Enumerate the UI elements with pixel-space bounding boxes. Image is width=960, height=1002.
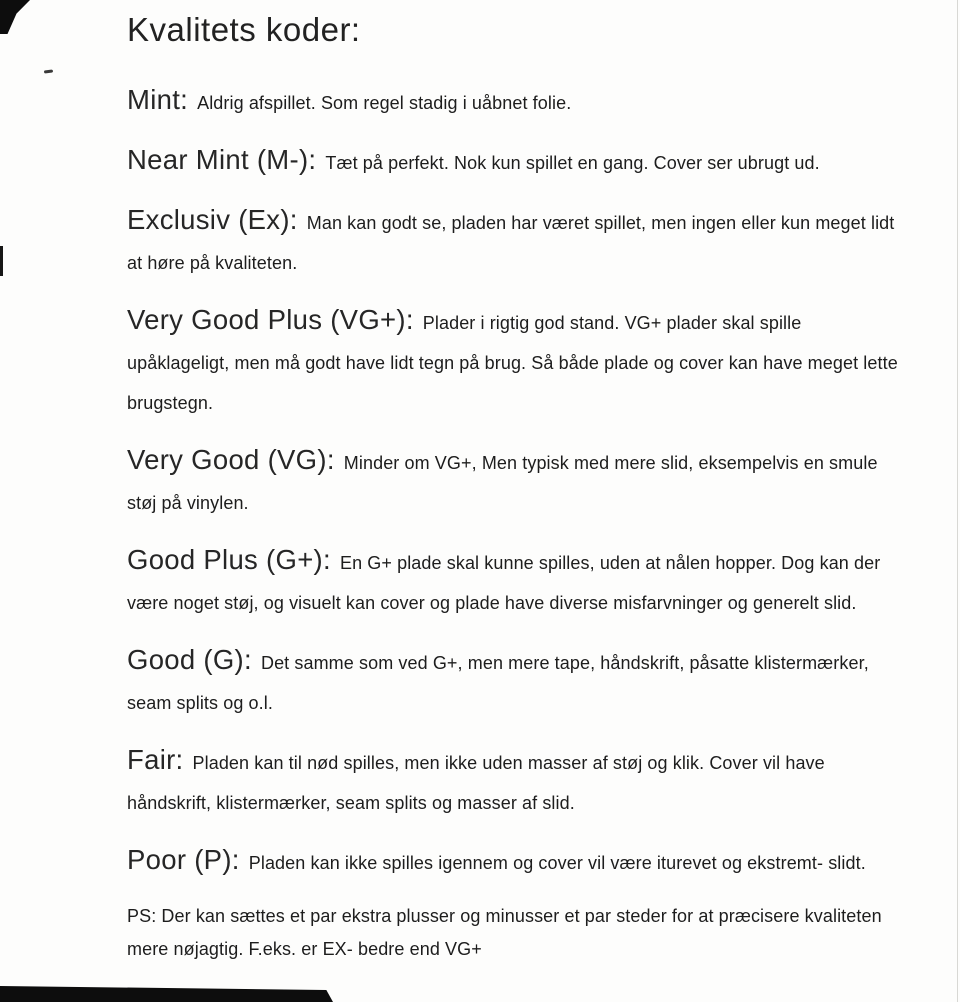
quality-desc: Aldrig afspillet. Som regel stadig i uåbnet folie. <box>197 93 572 113</box>
quality-desc: Plader i rigtig god stand. VG+ plader skal spille upåklageligt, men må godt have lidt tegn på brug. Så både plade og cover kan have meget lette brugstegn. <box>127 313 898 413</box>
quality-entry-good <box>127 640 908 723</box>
quality-desc: Minder om VG+, Men typisk med mere slid, eksempelvis en smule støj på vinylen. <box>127 453 878 513</box>
quality-term: Very Good (VG): <box>127 444 335 475</box>
quality-term: Mint: <box>127 84 189 115</box>
quality-entry-fair <box>127 740 908 823</box>
quality-entry-mint <box>127 80 908 123</box>
quality-entry-very-good <box>127 440 908 523</box>
scan-artifact-bottom-bar <box>0 986 333 1002</box>
scan-artifact-right-edge-line <box>957 0 958 1002</box>
quality-desc: Det samme som ved G+, men mere tape, håndskrift, påsatte klistermærker, seam splits og o.l. <box>127 653 869 713</box>
quality-term: Poor (P): <box>127 844 240 875</box>
scan-artifact-dash <box>44 69 53 73</box>
ps-footnote: PS: Der kan sættes et par ekstra plusser og minusser et par steder for at præcisere kvaliteten mere nøjagtig. F.eks. er EX- bedre end VG+ <box>127 906 882 959</box>
scan-artifact-top-left <box>0 0 30 34</box>
quality-desc: En G+ plade skal kunne spilles, uden at nålen hopper. Dog kan der være noget støj, og visuelt kan cover og plade have diverse misfarvninger og generelt slid. <box>127 553 881 613</box>
quality-term: Good Plus (G+): <box>127 544 331 575</box>
quality-entry-exclusiv <box>127 200 908 283</box>
quality-desc: Pladen kan ikke spilles igennem og cover vil være iturevet og ekstremt- slidt. <box>248 853 866 873</box>
quality-term: Near Mint (M-): <box>127 144 317 175</box>
quality-term: Good (G): <box>127 644 252 675</box>
quality-entry-near-mint <box>127 140 908 183</box>
quality-entry-poor <box>127 840 908 883</box>
document-page <box>127 10 908 966</box>
page-title: Kvalitets koder: <box>127 11 361 48</box>
quality-term: Exclusiv (Ex): <box>127 204 298 235</box>
quality-entry-very-good-plus <box>127 300 908 423</box>
quality-desc: Pladen kan til nød spilles, men ikke uden masser af støj og klik. Cover vil have håndskrift, klistermærker, seam splits og masser af slid. <box>127 753 825 813</box>
quality-term: Fair: <box>127 744 184 775</box>
quality-desc: Tæt på perfekt. Nok kun spillet en gang. Cover ser ubrugt ud. <box>325 153 820 173</box>
quality-entry-good-plus <box>127 540 908 623</box>
scan-artifact-left-edge-mark <box>0 246 3 276</box>
quality-desc: Man kan godt se, pladen har været spillet, men ingen eller kun meget lidt at høre på kvaliteten. <box>127 213 895 273</box>
quality-term: Very Good Plus (VG+): <box>127 304 414 335</box>
